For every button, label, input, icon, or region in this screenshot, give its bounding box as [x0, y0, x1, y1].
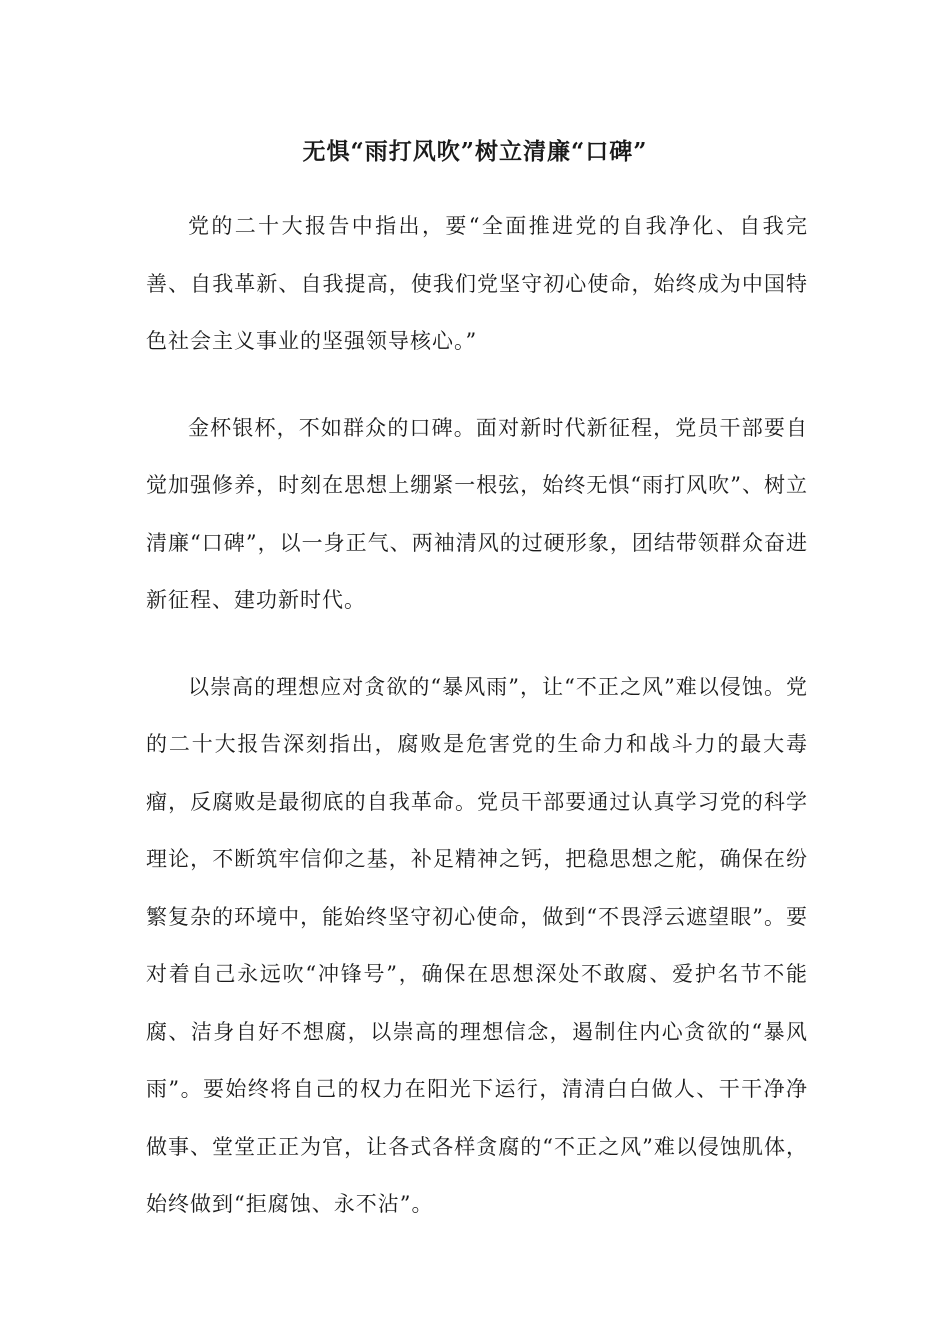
- paragraph-2: 金杯银杯，不如群众的口碑。面对新时代新征程，党员干部要自觉加强修养，时刻在思想上绷紧一根弦，始终无惧“雨打风吹”、树立清廉“口碑”，以一身正气、两袖清风的过硬形象，团结带领群众奋进新征程、建功新时代。: [146, 415, 808, 612]
- document-title: 无惧“雨打风吹”树立清廉“口碑”: [302, 138, 648, 165]
- paragraph-3: 以崇高的理想应对贪欲的“暴风雨”，让“不正之风”难以侵蚀。党的二十大报告深刻指出，腐败是危害党的生命力和战斗力的最大毒瘤，反腐败是最彻底的自我革命。党员干部要通过认真学习党的科学理论，不断筑牢信仰之基，补足精神之钙，把稳思想之舵，确保在纷繁复杂的环境中，能始终坚守初心使命，做到“不畏浮云遮望眼”。要对着自己永远吹“冲锋号”，确保在思想深处不敢腐、爱护名节不能腐、洁身自好不想腐，以崇高的理想信念，遏制住内心贪欲的“暴风雨”。要始终将自己的权力在阳光下运行，清清白白做人、干干净净做事、堂堂正正为官，让各式各样贪腐的“不正之风”难以侵蚀肌体，始终做到“拒腐蚀、永不沾”。: [146, 674, 808, 1216]
- document-body: [146, 198, 808, 1263]
- paragraph-1: 党的二十大报告中指出，要“全面推进党的自我净化、自我完善、自我革新、自我提高，使我们党坚守初心使命，始终成为中国特色社会主义事业的坚强领导核心。”: [146, 214, 808, 353]
